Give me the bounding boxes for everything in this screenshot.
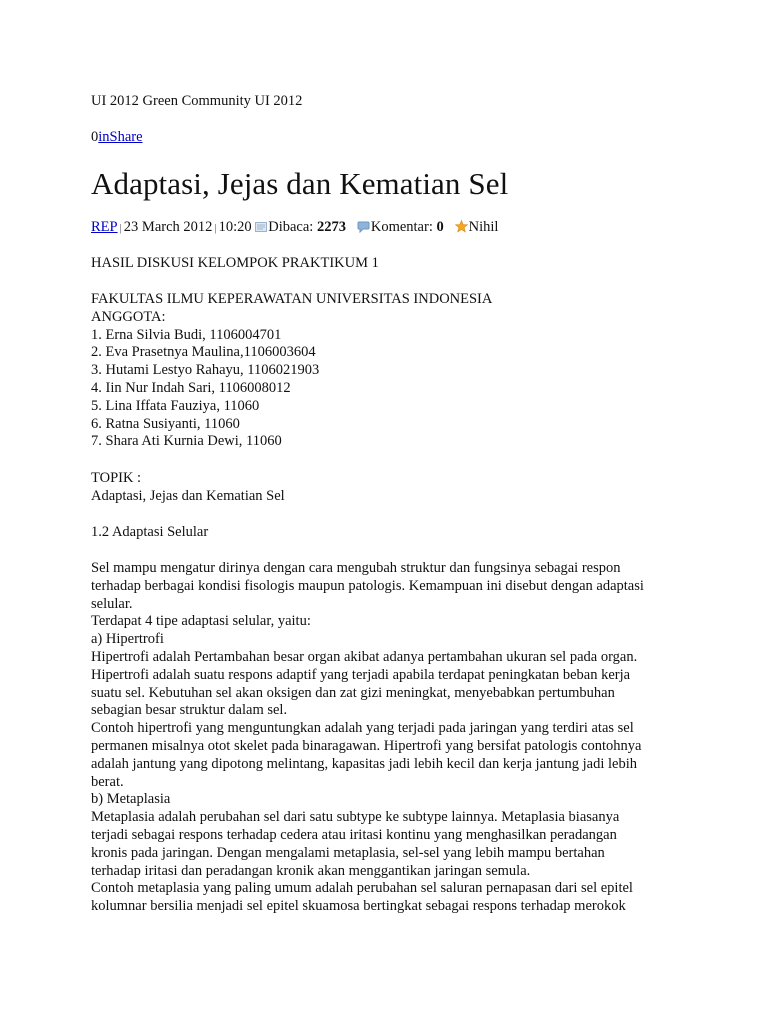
members-label: ANGGOTA: (91, 308, 166, 325)
share-count: 0 (91, 129, 99, 145)
member-item: 4. Iin Nur Indah Sari, 1106008012 (91, 379, 291, 396)
site-line: UI 2012 Green Community UI 2012 (91, 93, 303, 109)
topic-section (91, 470, 691, 506)
comment-icon (357, 221, 370, 239)
member-item: 1. Erna Silvia Budi, 1106004701 (91, 326, 282, 343)
body-line: terhadap berbagai kondisi fisologis maupun patologis. Kemampuan ini disebut dengan adaptasi (91, 577, 644, 594)
faculty-name: FAKULTAS ILMU KEPERAWATAN UNIVERSITAS INDONESIA (91, 291, 493, 307)
member-item: 6. Ratna Susiyanti, 11060 (91, 415, 240, 432)
member-item: 3. Hutami Lestyo Rahayu, 1106021903 (91, 362, 320, 379)
comments-label: Komentar: (370, 219, 433, 235)
inshare-link[interactable]: inShare (98, 129, 143, 145)
body-line: Contoh hipertrofi yang menguntungkan adalah yang terjadi pada jaringan yang terdiri atas sel (91, 720, 634, 737)
body-line: suatu sel. Kebutuhan sel akan oksigen dan zat gizi meningkat, menyebabkan pertumbuhan (91, 684, 615, 701)
body-line: Metaplasia adalah perubahan sel dari satu subtype ke subtype lainnya. Metaplasia biasanya (91, 809, 620, 826)
article-meta (91, 219, 691, 239)
topic-value: Adaptasi, Jejas dan Kematian Sel (91, 487, 285, 504)
body-line: kronis pada jaringan. Dengan mengalami metaplasia, sel-sel yang lebih mampu bertahan (91, 844, 605, 861)
member-section (91, 291, 691, 451)
body-line: Contoh metaplasia yang paling umum adalah perubahan sel saluran pernapasan dari sel epitel (91, 880, 633, 897)
body-line: sebagian besar struktur dalam sel. (91, 702, 288, 719)
post-date: 23 March 2012 (123, 219, 213, 235)
member-item: 7. Shara Ati Kurnia Dewi, 11060 (91, 433, 282, 450)
body-line: terjadi sebagai respons terhadap cedera atau iritasi kontinu yang menghasilkan peradangan (91, 826, 617, 843)
author-link[interactable]: REP (91, 219, 118, 235)
member-item: 2. Eva Prasetnya Maulina,1106003604 (91, 344, 316, 361)
body-line: a) Hipertrofi (91, 631, 164, 648)
views-count: 2273 (316, 219, 346, 235)
report-heading: HASIL DISKUSI KELOMPOK PRAKTIKUM 1 (91, 255, 379, 271)
topic-label: TOPIK : (91, 470, 142, 486)
body-line: terhadap iritasi dan peradangan kronik akan menggantikan jaringan semula. (91, 862, 531, 879)
body-line: permanen misalnya otot skelet pada binaragawan. Hipertrofi yang bersifat patologis contohnya (91, 737, 642, 754)
post-time: 10:20 (218, 219, 252, 235)
body-line: b) Metaplasia (91, 791, 171, 808)
share-widget (91, 129, 691, 147)
article-title: Adaptasi, Jejas dan Kematian Sel (91, 166, 509, 201)
body-line: Sel mampu mengatur dirinya dengan cara mengubah struktur dan fungsinya sebagai respon (91, 560, 621, 576)
body-line: berat. (91, 773, 124, 790)
body-line: Hipertrofi adalah Pertambahan besar organ akibat adanya pertambahan ukuran sel pada organ. (91, 648, 638, 665)
views-label: Dibaca: (268, 219, 314, 235)
member-item: 5. Lina Iffata Fauziya, 11060 (91, 397, 260, 414)
article-body (91, 560, 691, 916)
body-line: kolumnar bersilia menjadi sel epitel skuamosa bertingkat sebagai respons terhadap merokok (91, 898, 626, 915)
star-icon (455, 220, 468, 239)
rating-value: Nihil (468, 219, 499, 235)
meta-separator: | (214, 222, 217, 234)
body-line: adalah jantung yang dipotong melintang, kapasitas jadi lebih kecil dan kerja jantung jadi lebih (91, 755, 638, 772)
views-icon (255, 221, 267, 239)
comments-count: 0 (436, 219, 444, 235)
body-line: Terdapat 4 tipe adaptasi selular, yaitu: (91, 613, 311, 630)
meta-separator: | (119, 222, 122, 234)
section-heading: 1.2 Adaptasi Selular (91, 524, 209, 540)
body-line: Hipertrofi adalah suatu respons adaptif yang terjadi apabila terdapat peningkatan beban kerja (91, 666, 631, 683)
body-line: selular. (91, 595, 133, 612)
